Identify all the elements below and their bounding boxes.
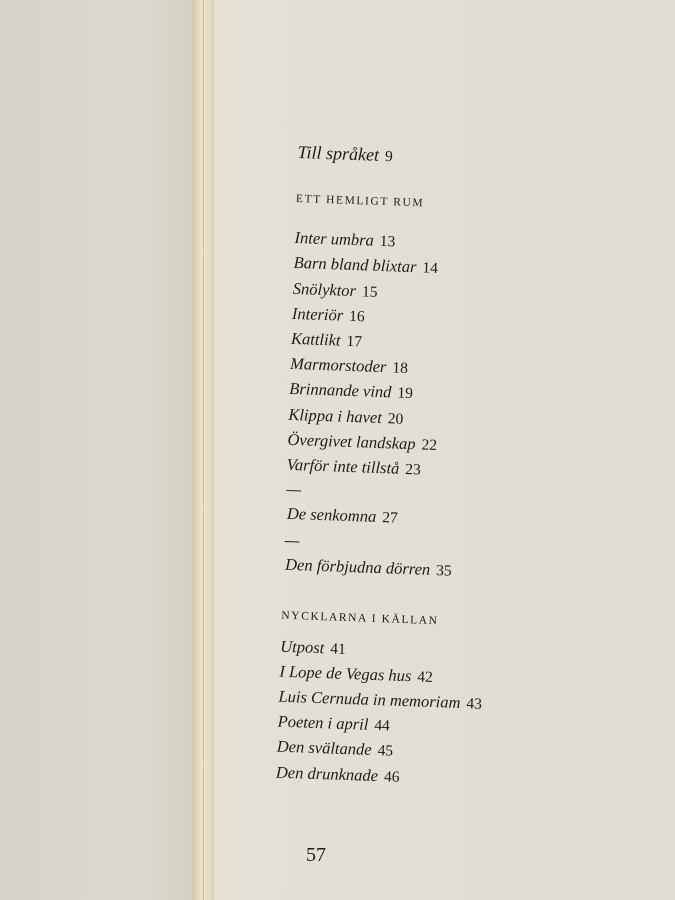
toc-entry-page: 41 [329, 640, 347, 658]
toc-entry-page: 42 [417, 668, 434, 686]
toc-entry-page: 13 [379, 233, 396, 251]
toc-entry-page: 9 [384, 148, 394, 166]
toc-entry-title: Interiör [291, 303, 344, 325]
section1-entries [286, 226, 655, 490]
toc-entry-title: Varför inte tillstå [286, 454, 400, 478]
toc-entry-page: 43 [466, 695, 483, 713]
section-divider-dash: — [285, 480, 303, 500]
toc-entry-title: Den svältande [276, 737, 372, 760]
section-heading-nycklarna-i-kallan: NYCKLARNA I KÄLLAN [281, 609, 439, 627]
section-divider-dash: — [283, 531, 301, 551]
toc-entry-title: Kattlikt [290, 328, 341, 350]
toc-entry-title: Marmorstoder [289, 354, 387, 377]
toc-entry-title: Luis Cernuda in memoriam [278, 686, 461, 713]
page-number: 57 [306, 844, 326, 866]
left-page [0, 0, 200, 900]
toc-entry-page: 16 [348, 307, 366, 326]
toc-entry-page: 14 [422, 259, 439, 278]
section2-entries [275, 634, 640, 798]
toc-entry-page: 22 [421, 436, 438, 454]
toc-entry-title: De senkomna [286, 504, 377, 527]
table-of-contents [275, 140, 657, 798]
toc-entry-page: 19 [397, 385, 414, 403]
toc-entry-title: Utpost [280, 636, 325, 657]
toc-entry-title: Brinnande vind [288, 379, 392, 402]
toc-entry-page: 46 [383, 768, 400, 786]
toc-entry-title: Den förbjudna dörren [284, 555, 431, 580]
gutter-line [203, 0, 204, 900]
toc-entry-page: 44 [374, 717, 391, 735]
toc-entry-page: 23 [405, 460, 422, 479]
toc-entry-page: 45 [377, 742, 394, 761]
toc-entry-page: 20 [387, 409, 404, 428]
toc-entry-page: 18 [392, 359, 409, 378]
toc-entry-title: Den drunknade [275, 762, 379, 785]
section-heading-ett-hemligt-rum: ETT HEMLIGT RUM [295, 193, 425, 210]
toc-entry-page: 17 [346, 332, 363, 351]
toc-entry-title: I Lope de Vegas hus [279, 661, 412, 686]
toc-entry-title: Till språket [297, 141, 380, 165]
toc-entry-title: Övergivet landskap [287, 429, 416, 454]
toc-entry-page: 27 [381, 509, 399, 527]
toc-entry-page: 15 [361, 282, 378, 301]
toc-entry-title: Barn bland blixtar [293, 253, 417, 277]
toc-entry-title: Poeten i april [277, 711, 369, 735]
toc-entry-title: Klippa i havet [288, 404, 383, 427]
toc-entry-title: Inter umbra [294, 228, 375, 250]
toc-entry-title: Snölyktor [292, 278, 357, 300]
toc-entry-page: 35 [435, 562, 452, 581]
